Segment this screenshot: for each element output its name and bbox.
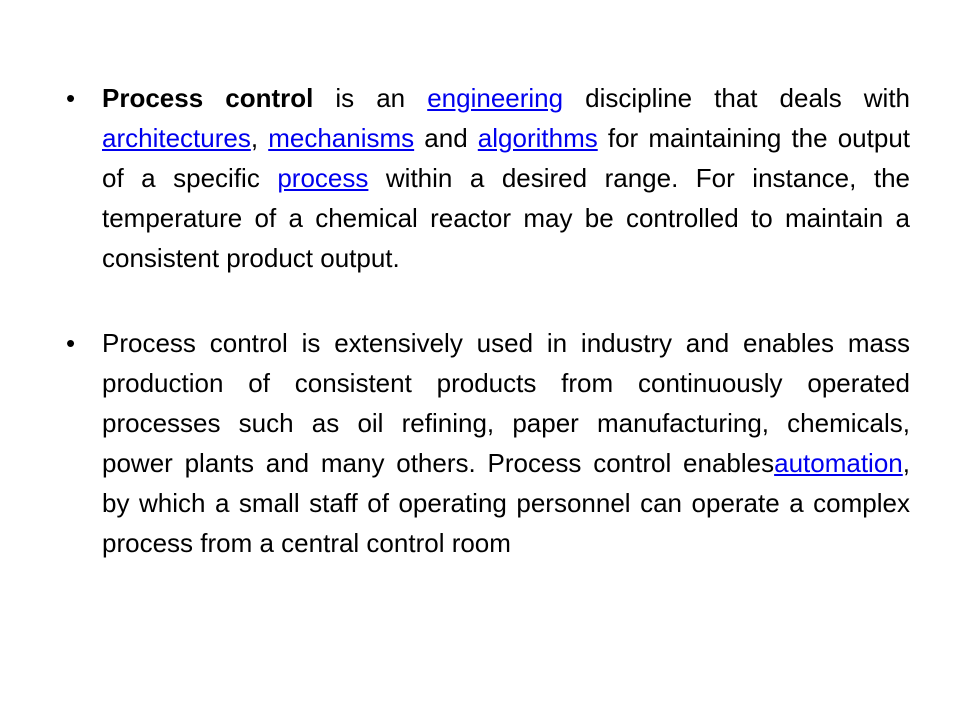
text-segment: , [250,123,269,153]
bullet-text [102,78,910,278]
text-segment: and [414,123,478,153]
link-process[interactable]: process [277,163,369,193]
bullet-marker: • [66,328,76,358]
link-algorithms[interactable]: algorithms [477,123,598,153]
bullet-marker: • [66,83,76,113]
text-segment: , by which a small staff of operating personnel can operate a complex process from a central control room [102,448,910,558]
bullet-list [66,78,910,608]
link-architectures[interactable]: architectures [102,123,251,153]
bullet-item-process-control-usage [66,323,910,563]
text-segment: discipline that deals with [563,83,910,113]
link-mechanisms[interactable]: mechanisms [268,123,415,153]
bullet-item-process-control-definition [66,78,910,278]
text-segment: Process control is extensively used in industry and enables mass production of consistent products from continuously operated processes such as oil refining, paper manufacturing, chemicals, power plants and many others. Process control enables [102,328,910,478]
bullet-text [102,323,910,563]
text-segment: within a desired range. For instance, the temperature of a chemical reactor may be controlled to maintain a consistent product output. [102,163,911,273]
text-segment: is an [313,83,428,113]
text-segment: for maintaining the output of a specific [102,123,911,193]
link-automation[interactable]: automation [774,448,903,478]
link-engineering[interactable]: engineering [427,83,564,113]
term-process-control: Process control [102,83,314,113]
